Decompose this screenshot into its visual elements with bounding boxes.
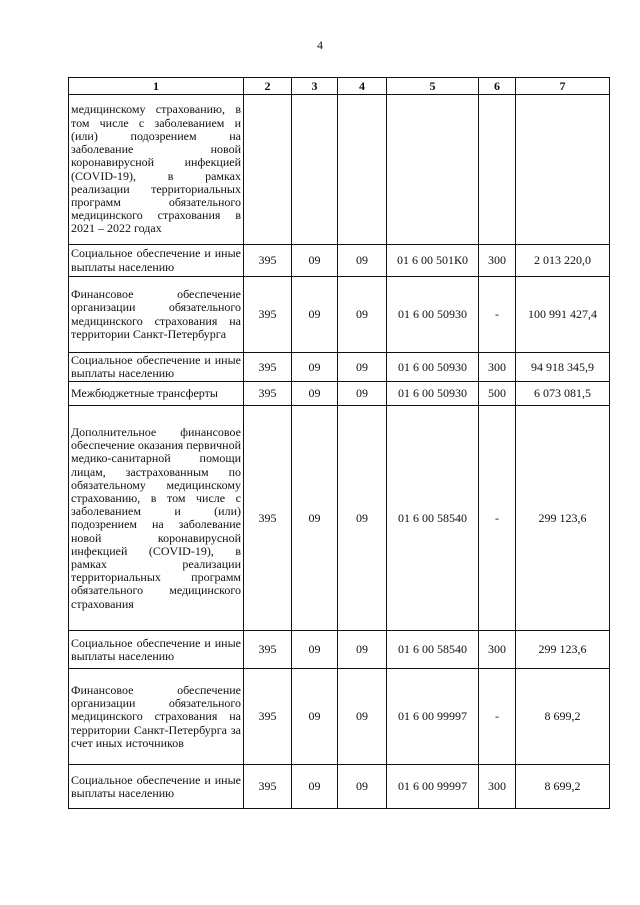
cell-code: 395 [244, 277, 292, 353]
cell-subsection: 09 [338, 353, 387, 382]
cell-subsection: 09 [338, 765, 387, 809]
row-name: Социальное обеспечение и иные выплаты населению [69, 631, 244, 669]
cell-amount: 8 699,2 [516, 765, 610, 809]
cell-section: 09 [292, 669, 338, 765]
cell-amount: 299 123,6 [516, 631, 610, 669]
cell-section: 09 [292, 353, 338, 382]
cell-type: 300 [479, 245, 516, 277]
table-row [69, 631, 610, 669]
column-header: 7 [516, 78, 610, 95]
cell-amount: 2 013 220,0 [516, 245, 610, 277]
cell-type: - [479, 406, 516, 631]
cell-section: 09 [292, 765, 338, 809]
row-name: Финансовое обеспечение организации обязательного медицинского страхования на территории Санкт-Петербурга за счет иных источников [69, 669, 244, 765]
budget-table [68, 77, 610, 809]
cell-target: 01 6 00 58540 [387, 406, 479, 631]
cell-section: 09 [292, 406, 338, 631]
cell-code: 395 [244, 382, 292, 406]
cell-amount: 100 991 427,4 [516, 277, 610, 353]
row-name: Межбюджетные трансферты [69, 382, 244, 406]
cell-amount: 94 918 345,9 [516, 353, 610, 382]
cell-amount: 6 073 081,5 [516, 382, 610, 406]
cell-section: 09 [292, 382, 338, 406]
cell-type [479, 95, 516, 245]
cell-type: 500 [479, 382, 516, 406]
cell-target: 01 6 00 58540 [387, 631, 479, 669]
table-row [69, 95, 610, 245]
cell-type: 300 [479, 765, 516, 809]
table-row [69, 245, 610, 277]
cell-code: 395 [244, 353, 292, 382]
table-row [69, 277, 610, 353]
page-number: 4 [317, 38, 323, 52]
cell-code: 395 [244, 245, 292, 277]
row-name: Финансовое обеспечение организации обязательного медицинского страхования на территории Санкт-Петербурга [69, 277, 244, 353]
table-row [69, 765, 610, 809]
cell-section: 09 [292, 245, 338, 277]
cell-type: - [479, 669, 516, 765]
table-row [69, 406, 610, 631]
cell-subsection: 09 [338, 669, 387, 765]
row-name: медицинскому страхованию, в том числе с заболеванием и (или) подозрением на заболевание новой коронавирусной инфекцией (COVID-19), в рамках реализации территориальных программ обязательного медицинского страхования в 2021 – 2022 годах [69, 95, 244, 245]
cell-amount: 8 699,2 [516, 669, 610, 765]
table-row [69, 353, 610, 382]
column-header: 2 [244, 78, 292, 95]
cell-subsection: 09 [338, 382, 387, 406]
column-header: 5 [387, 78, 479, 95]
cell-type: 300 [479, 353, 516, 382]
cell-type: - [479, 277, 516, 353]
cell-target: 01 6 00 99997 [387, 765, 479, 809]
row-name: Социальное обеспечение и иные выплаты населению [69, 765, 244, 809]
table-row [69, 382, 610, 406]
cell-target: 01 6 00 50930 [387, 353, 479, 382]
cell-code: 395 [244, 765, 292, 809]
cell-subsection: 09 [338, 406, 387, 631]
cell-code: 395 [244, 669, 292, 765]
column-header: 4 [338, 78, 387, 95]
cell-amount: 299 123,6 [516, 406, 610, 631]
column-header: 1 [69, 78, 244, 95]
row-name: Социальное обеспечение и иные выплаты населению [69, 353, 244, 382]
row-name: Социальное обеспечение и иные выплаты населению [69, 245, 244, 277]
cell-target: 01 6 00 50930 [387, 382, 479, 406]
cell-subsection: 09 [338, 631, 387, 669]
cell-section [292, 95, 338, 245]
cell-target: 01 6 00 99997 [387, 669, 479, 765]
table-row [69, 669, 610, 765]
cell-type: 300 [479, 631, 516, 669]
cell-code [244, 95, 292, 245]
cell-target [387, 95, 479, 245]
cell-section: 09 [292, 277, 338, 353]
cell-target: 01 6 00 501К0 [387, 245, 479, 277]
cell-code: 395 [244, 631, 292, 669]
column-header: 3 [292, 78, 338, 95]
cell-subsection [338, 95, 387, 245]
row-name: Дополнительное финансовое обеспечение оказания первичной медико-санитарной помощи лицам, застрахованным по обязательному медицинскому страхованию, в том числе с заболеванием и (или) подозрением на заболевание новой коронавирусной инфекцией (COVID-19), в рамках реализации территориальных программ обязательного медицинского страхования [69, 406, 244, 631]
cell-code: 395 [244, 406, 292, 631]
cell-section: 09 [292, 631, 338, 669]
column-header: 6 [479, 78, 516, 95]
header-row [69, 78, 610, 95]
cell-amount [516, 95, 610, 245]
cell-target: 01 6 00 50930 [387, 277, 479, 353]
cell-subsection: 09 [338, 277, 387, 353]
cell-subsection: 09 [338, 245, 387, 277]
